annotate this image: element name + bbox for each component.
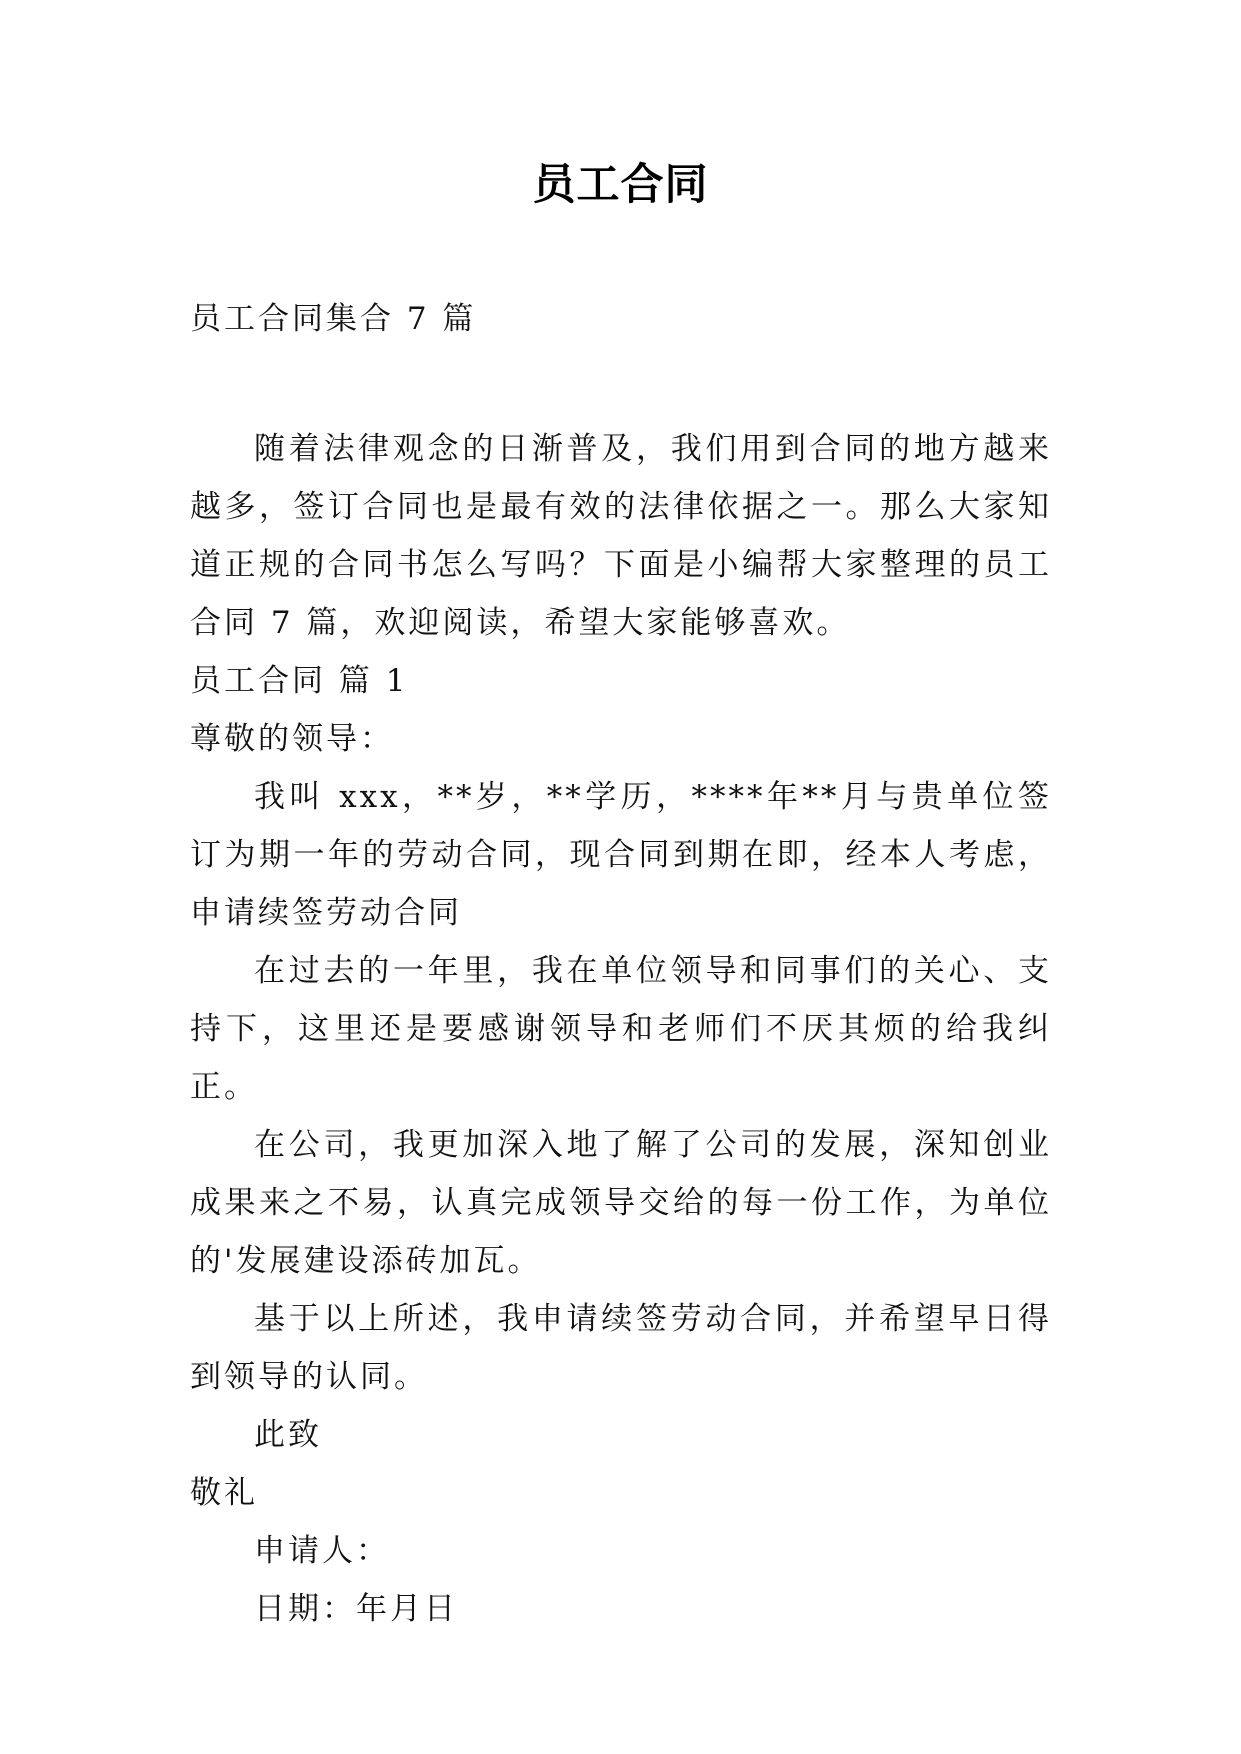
applicant-label: 申请人： <box>254 1533 390 1569</box>
closing-salute: 敬礼 <box>190 1475 258 1511</box>
date-label: 日期：年月日 <box>254 1591 458 1627</box>
document-subtitle: 员工合同集合 7 篇 <box>190 301 477 337</box>
salutation: 尊敬的领导： <box>190 721 394 757</box>
document-body <box>190 290 1052 1638</box>
document-title: 员工合同 <box>532 160 709 210</box>
section-heading: 员工合同 篇 1 <box>190 663 409 699</box>
body-paragraph: 在公司，我更加深入地了解了公司的发展，深知创业成果来之不易，认真完成领导交给的每一份工作，为单位的'发展建设添砖加瓦。 <box>190 1127 1052 1279</box>
body-paragraph: 我叫 xxx，**岁，**学历，****年**月与贵单位签订为期一年的劳动合同，现合同到期在即，经本人考虑，申请续签劳动合同 <box>190 779 1052 931</box>
body-paragraph: 在过去的一年里，我在单位领导和同事们的关心、支持下，这里还是要感谢领导和老师们不厌其烦的给我纠正。 <box>190 953 1052 1105</box>
intro-paragraph: 随着法律观念的日渐普及，我们用到合同的地方越来越多，签订合同也是最有效的法律依据之一。那么大家知道正规的合同书怎么写吗？下面是小编帮大家整理的员工合同 7 篇，欢迎阅读，希望大家能够喜欢。 <box>190 431 1052 641</box>
closing-line: 此致 <box>254 1417 322 1453</box>
body-paragraph: 基于以上所述，我申请续签劳动合同，并希望早日得到领导的认同。 <box>190 1301 1052 1395</box>
